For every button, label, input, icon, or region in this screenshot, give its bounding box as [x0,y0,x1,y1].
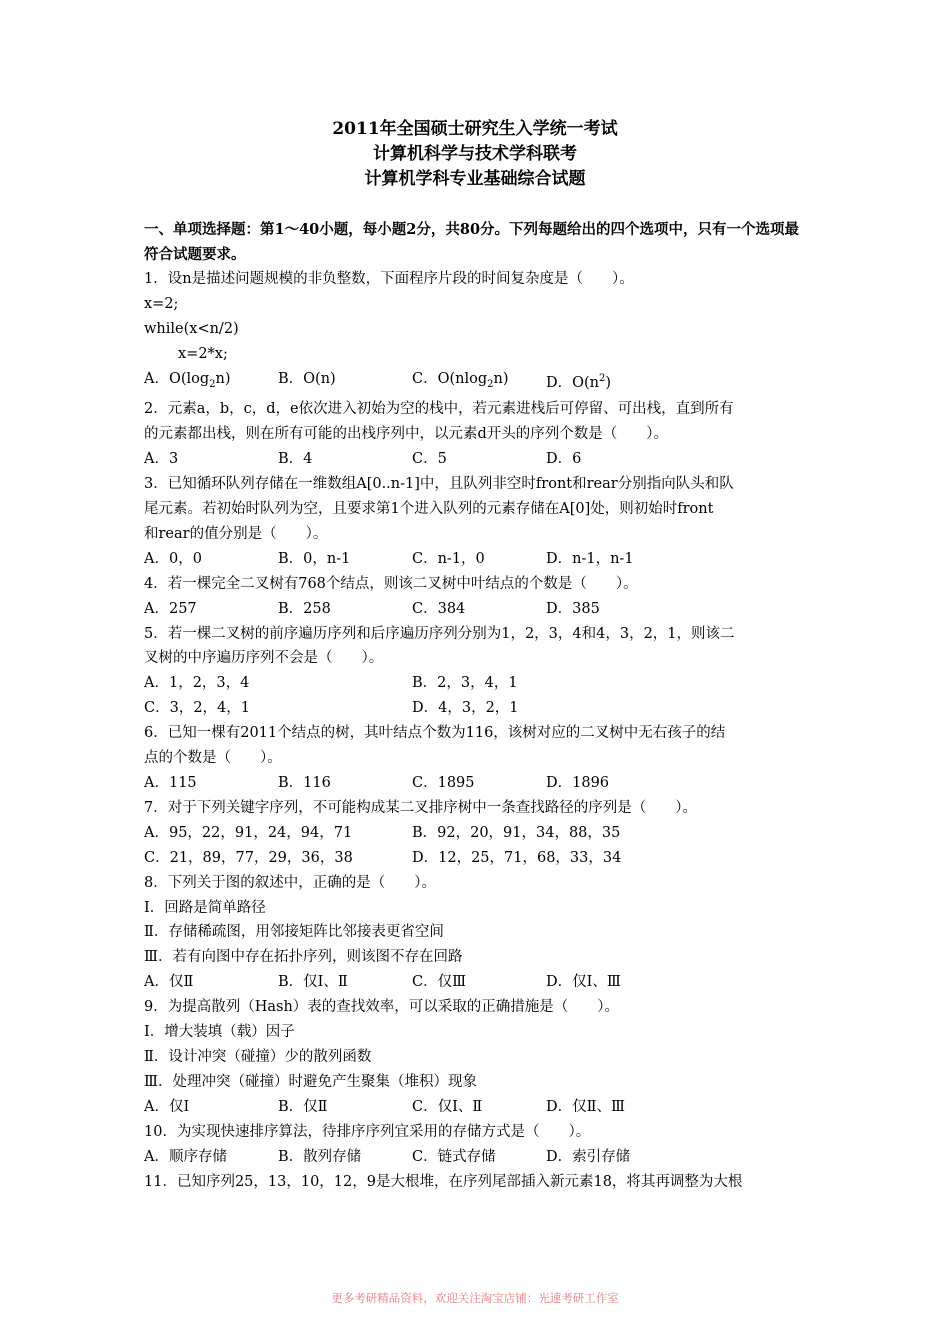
option-a: A．仅Ⅱ [144,974,194,991]
code-line: x=2*x; [178,345,228,362]
question-2-stem: 的元素都出栈，则在所有可能的出栈序列中，以元素d开头的序列个数是（ ）。 [144,426,669,443]
option-a: A．115 [144,775,197,792]
question-3-stem: 和rear的值分别是（ ）。 [144,525,328,542]
exam-title-block [0,117,950,192]
option-d: D．仅Ⅰ、Ⅲ [546,974,621,991]
question-7-options [144,821,810,846]
question-3-options [144,547,810,572]
question-2-stem: 2．元素a，b，c，d，e依次进入初始为空的栈中，若元素进栈后可停留、可出栈，直到所有 [144,401,734,418]
question-3-stem: 尾元素。若初始时队列为空，且要求第1个进入队列的元素存储在A[0]处，则初始时front [144,501,714,518]
option-d: D．12，25，71，68，33，34 [412,849,622,866]
question-3-stem: 3．已知循环队列存储在一维数组A[0..n-1]中，且队列非空时front和rear分别指向队头和队 [144,476,734,493]
option-d: D．6 [546,451,582,468]
option-c: C．3，2，4，1 [144,700,250,717]
option-b: B．2，3，4，1 [412,675,518,692]
statement-iii: Ⅲ．处理冲突（碰撞）时避免产生聚集（堆积）现象 [144,1073,477,1090]
option-c: C．384 [412,600,466,617]
option-c: C．21，89，77，29，36，38 [144,849,353,866]
option-a: A．1，2，3，4 [144,675,250,692]
question-1-options [144,367,810,398]
question-7-options [144,846,810,871]
option-c: C．5 [412,451,447,468]
question-5-stem: 5．若一棵二叉树的前序遍历序列和后序遍历序列分别为1，2，3，4和4，3，2，1，则该二 [144,625,735,642]
option-c: C．仅Ⅰ、Ⅱ [412,1098,483,1115]
option-d: D．仅Ⅱ、Ⅲ [546,1098,625,1115]
exam-title-line-3: 计算机学科专业基础综合试题 [364,169,586,189]
statement-i: Ⅰ．增大装填（载）因子 [144,1024,295,1041]
footer-promo-text: 更多考研精品资料，欢迎关注淘宝店铺：光速考研工作室 [331,1291,619,1305]
question-4-options [144,597,810,622]
exam-title-line-2: 计算机科学与技术学科联考 [373,144,577,164]
statement-i: Ⅰ．回路是简单路径 [144,899,266,916]
code-line: x=2; [144,295,179,312]
option-c: C．n-1，0 [412,550,485,567]
option-c: C．链式存储 [412,1148,496,1165]
option-a: A．仅Ⅰ [144,1098,190,1115]
code-line: while(x<n/2) [144,320,239,337]
question-5-options [144,696,810,721]
statement-ii: Ⅱ．设计冲突（碰撞）少的散列函数 [144,1048,372,1065]
option-b: B．O(n) [278,370,336,387]
option-b: B．92，20，91，34，88，35 [412,824,621,841]
option-b: B．散列存储 [278,1148,362,1165]
exam-title-line-1: 2011年全国硕士研究生入学统一考试 [332,119,618,139]
question-6-stem: 6．已知一棵有2011个结点的树，其叶结点个数为116，该树对应的二叉树中无右孩子的结 [144,725,726,742]
option-b: B．258 [278,600,331,617]
option-a: A．$O(\log_2n)$ [144,370,231,390]
option-d: D．1896 [546,775,610,792]
option-c: C．1895 [412,775,475,792]
question-11-stem: 11．已知序列25，13，10，12，9是大根堆，在序列尾部插入新元素18，将其再调整为大根 [144,1173,743,1190]
option-a: A．顺序存储 [144,1148,227,1165]
option-d: D．$O(n^2)$ [546,372,612,391]
question-8-stem: 8．下列关于图的叙述中，正确的是（ ）。 [144,874,436,891]
question-10-stem: 10．为实现快速排序算法，待排序序列宜采用的存储方式是（ ）。 [144,1123,591,1140]
option-a: A．3 [144,451,179,468]
question-5-options [144,671,810,696]
question-10-options [144,1145,810,1170]
question-2-options [144,447,810,472]
question-9-options [144,1095,810,1120]
question-1-stem: 1．设n是描述问题规模的非负整数，下面程序片段的时间复杂度是（ ）。 [144,271,634,287]
option-b: B．仅Ⅰ、Ⅱ [278,974,348,991]
option-d: D．索引存储 [546,1148,631,1165]
option-b: B．116 [278,775,331,792]
option-b: B．仅Ⅱ [278,1098,328,1115]
option-a: A．257 [144,600,197,617]
question-6-options [144,771,810,796]
question-9-stem: 9．为提高散列（Hash）表的查找效率，可以采取的正确措施是（ ）。 [144,999,620,1016]
question-7-stem: 7．对于下列关键字序列，不可能构成某二叉排序树中一条查找路径的序列是（ ）。 [144,799,697,816]
option-c: C．O(nlog$_2$n) [412,370,509,390]
statement-iii: Ⅲ．若有向图中存在拓扑序列，则该图不存在回路 [144,949,463,966]
question-4-stem: 4．若一棵完全二叉树有768个结点，则该二叉树中叶结点的个数是（ ）。 [144,575,638,592]
question-5-stem: 叉树的中序遍历序列不会是（ ）。 [144,650,384,667]
option-d: D．n-1，n-1 [546,550,634,567]
option-b: B．0，n-1 [278,550,351,567]
question-6-stem: 点的个数是（ ）。 [144,750,282,767]
option-b: B．4 [278,451,313,468]
option-c: C．仅Ⅲ [412,974,467,991]
statement-ii: Ⅱ．存储稀疏图，用邻接矩阵比邻接表更省空间 [144,924,444,941]
option-d: D．385 [546,600,600,617]
option-a: A．0，0 [144,550,202,567]
section-heading: 一、单项选择题：第1～40小题，每小题2分，共80分。下列每题给出的四个选项中，只有一个选项最符合试题要求。 [144,221,800,263]
option-a: A．95，22，91，24，94，71 [144,824,353,841]
option-d: D．4，3，2，1 [412,700,519,717]
exam-body [144,217,810,1194]
question-8-options [144,970,810,995]
